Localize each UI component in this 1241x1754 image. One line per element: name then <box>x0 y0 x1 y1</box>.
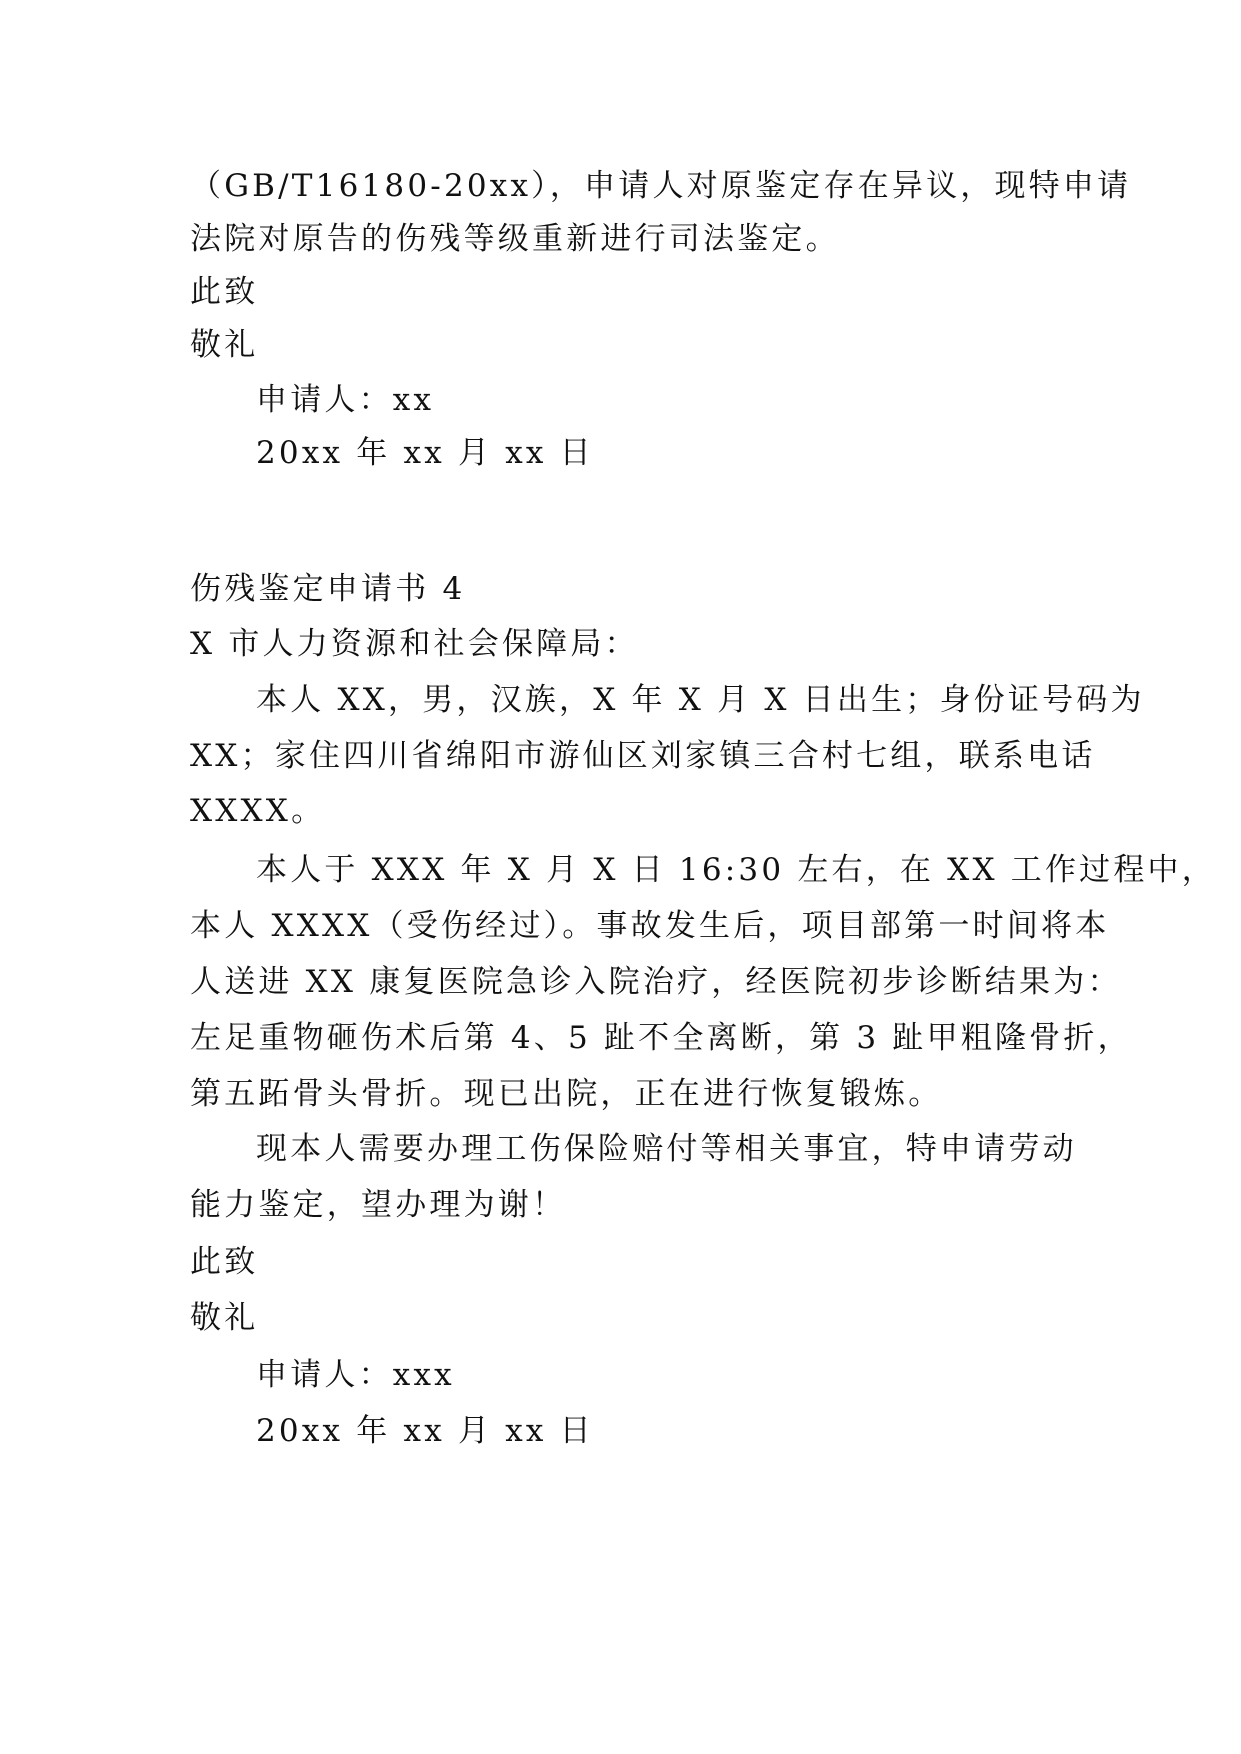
paragraph-line: 本人于 XXX 年 X 月 X 日 16:30 左右，在 XX 工作过程中， <box>256 852 1216 888</box>
document-title: 伤残鉴定申请书 4 <box>190 571 466 607</box>
closing-regards: 敬礼 <box>190 1300 259 1336</box>
paragraph-line: 人送进 XX 康复医院急诊入院治疗，经医院初步诊断结果为： <box>190 964 1122 1000</box>
paragraph-line: 第五跖骨头骨折。现已出院，正在进行恢复锻炼。 <box>190 1076 943 1112</box>
paragraph-line: 现本人需要办理工伤保险赔付等相关事宜，特申请劳动 <box>256 1131 1077 1167</box>
paragraph-line: 法院对原告的伤残等级重新进行司法鉴定。 <box>190 221 840 257</box>
closing-regards: 敬礼 <box>190 327 259 363</box>
paragraph-line: XX；家住四川省绵阳市游仙区刘家镇三合村七组，联系电话 <box>190 738 1096 774</box>
paragraph-line: （GB/T16180-20xx），申请人对原鉴定存在异议，现特申请 <box>190 168 1132 204</box>
paragraph-line: 本人 XX，男，汉族，X 年 X 月 X 日出生；身份证号码为 <box>256 682 1145 718</box>
closing-salutation: 此致 <box>190 1244 259 1280</box>
applicant-signature: 申请人：xx <box>256 382 435 418</box>
paragraph-line: 能力鉴定，望办理为谢！ <box>190 1187 567 1223</box>
addressee: X 市人力资源和社会保障局： <box>190 626 639 662</box>
signature-date: 20xx 年 xx 月 xx 日 <box>256 1413 594 1449</box>
applicant-signature: 申请人：xxx <box>256 1357 455 1393</box>
closing-salutation: 此致 <box>190 274 259 310</box>
paragraph-line: XXXX。 <box>190 793 326 829</box>
paragraph-line: 左足重物砸伤术后第 4、5 趾不全离断，第 3 趾甲粗隆骨折， <box>190 1020 1132 1056</box>
paragraph-line: 本人 XXXX（受伤经过）。事故发生后，项目部第一时间将本 <box>190 908 1110 944</box>
signature-date: 20xx 年 xx 月 xx 日 <box>256 435 594 471</box>
